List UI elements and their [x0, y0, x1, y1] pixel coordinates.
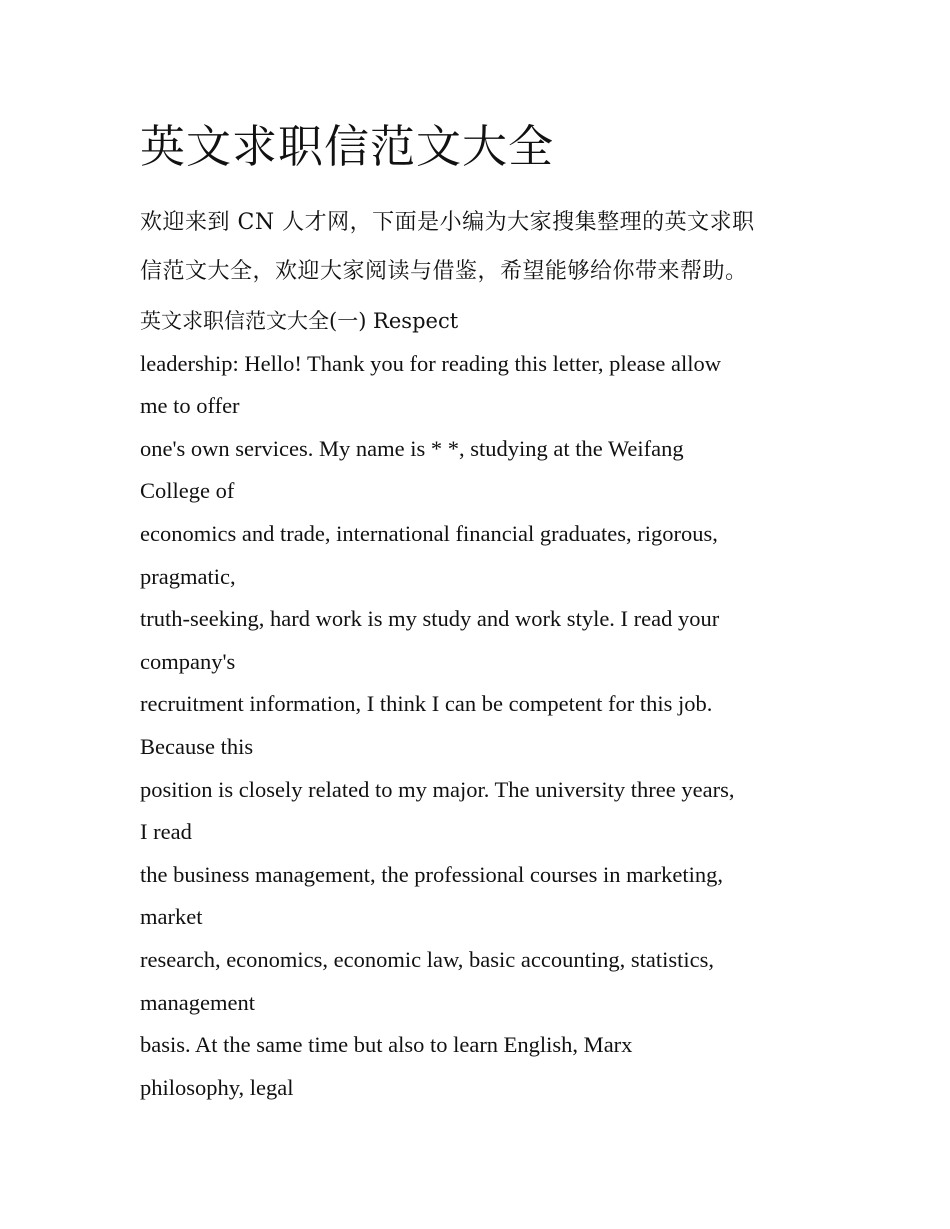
body-line: market	[140, 904, 203, 930]
body-line: basis. At the same time but also to learn English, Marx	[140, 1032, 633, 1058]
document-content	[140, 114, 812, 1109]
body-line: I read	[140, 819, 192, 845]
body-line: one's own services. My name is * *, studying at the Weifang	[140, 435, 684, 461]
intro-paragraph	[140, 198, 812, 296]
intro-line: 欢迎来到 CN 人才网，下面是小编为大家搜集整理的英文求职	[140, 210, 755, 235]
body-text	[140, 300, 812, 1109]
body-line: management	[140, 989, 255, 1015]
section-heading-line: 英文求职信范文大全(一) Respect	[140, 309, 459, 333]
body-line: company's	[140, 648, 236, 674]
body-line: the business management, the professional courses in marketing,	[140, 861, 723, 887]
body-line: College of	[140, 478, 235, 504]
body-line: economics and trade, international financial graduates, rigorous,	[140, 520, 718, 546]
document-title: 英文求职信范文大全	[140, 120, 555, 173]
body-line: philosophy, legal	[140, 1074, 294, 1100]
body-line: recruitment information, I think I can be competent for this job.	[140, 691, 713, 717]
body-line: Because this	[140, 733, 254, 759]
body-line: truth-seeking, hard work is my study and work style. I read your	[140, 606, 720, 632]
body-line: position is closely related to my major. The university three years,	[140, 776, 735, 802]
body-line: me to offer	[140, 393, 240, 419]
body-line: research, economics, economic law, basic accounting, statistics,	[140, 946, 714, 972]
body-line: pragmatic,	[140, 563, 236, 589]
body-line: leadership: Hello! Thank you for reading this letter, please allow	[140, 350, 722, 376]
intro-line: 信范文大全，欢迎大家阅读与借鉴，希望能够给你带来帮助。	[140, 259, 748, 284]
